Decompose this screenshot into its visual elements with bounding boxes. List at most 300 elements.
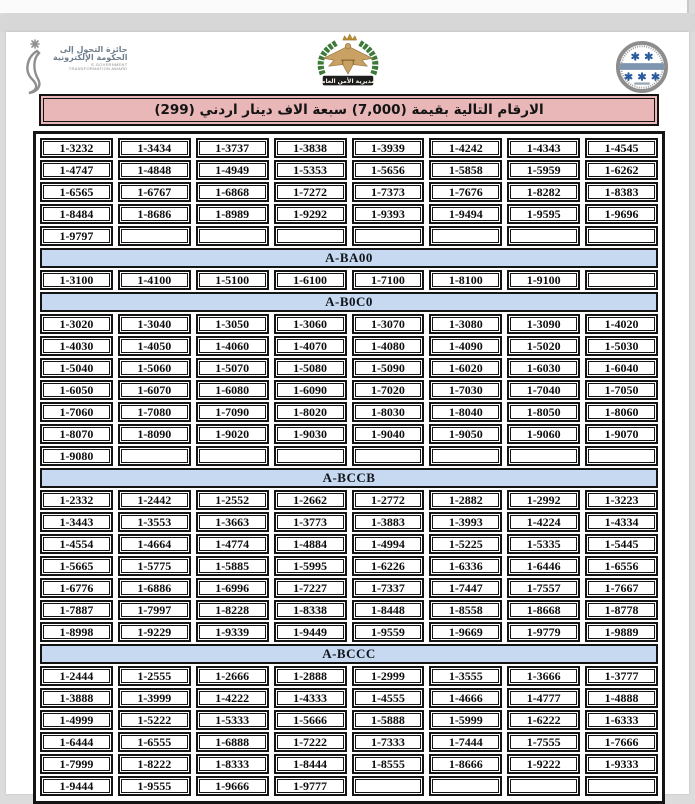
serial-cell [196,314,269,334]
serial-value: 1-7040 [510,383,577,397]
section-header-a-bccc: A-BCCC [40,644,658,664]
serial-value: 1-8090 [121,427,188,441]
serial-value: 1-6565 [43,185,110,199]
serial-cell [585,512,658,532]
serial-value: 1-4050 [121,339,188,353]
serial-cell [507,138,580,158]
serial-value: 1-6336 [432,559,499,573]
serial-value: 1-6070 [121,383,188,397]
serial-cell [585,666,658,686]
table-row [40,556,658,576]
serial-value: 1-3777 [588,669,655,683]
serial-cell [274,270,347,290]
serial-value: 1-8666 [432,757,499,771]
serial-value: 1-9050 [432,427,499,441]
serial-cell [40,402,113,422]
serial-value: 1-4884 [277,537,344,551]
serial-value: 1-8070 [43,427,110,441]
serial-cell [118,622,191,642]
serial-cell [429,732,502,752]
serial-cell [507,204,580,224]
serial-cell [118,600,191,620]
serial-cell [429,358,502,378]
serial-value: 1-2662 [277,493,344,507]
serial-cell [196,688,269,708]
serial-value: 1-4090 [432,339,499,353]
serial-value: 1-4664 [121,537,188,551]
serial-cell [507,534,580,554]
serial-cell [118,556,191,576]
serial-cell-empty [274,226,347,246]
serial-value: 1-6556 [588,559,655,573]
serial-value: 1-2772 [355,493,422,507]
serial-cell [40,556,113,576]
table-row [40,358,658,378]
serial-cell [352,314,425,334]
serial-value [510,449,577,463]
table-row [40,270,658,290]
serial-value: 1-8228 [199,603,266,617]
serial-value: 1-9070 [588,427,655,441]
serial-cell [274,556,347,576]
serial-value: 1-8668 [510,603,577,617]
serial-value: 1-6555 [121,735,188,749]
serial-value: 1-5030 [588,339,655,353]
serial-cell [585,336,658,356]
serial-value: 1-6868 [199,185,266,199]
serial-cell [40,688,113,708]
serial-value: 1-4020 [588,317,655,331]
serial-cell [429,160,502,180]
serial-cell-empty [196,446,269,466]
serial-value: 1-9030 [277,427,344,441]
serial-value: 1-4333 [277,691,344,705]
serial-cell [352,424,425,444]
table-row [40,534,658,554]
serial-cell [40,182,113,202]
serial-value: 1-9040 [355,427,422,441]
serial-value: 1-3939 [355,141,422,155]
page-gap [0,13,695,32]
serial-cell [507,336,580,356]
public-security-emblem-icon [302,34,394,88]
serial-value: 1-9393 [355,207,422,221]
table-row [40,578,658,598]
serial-value: 1-4080 [355,339,422,353]
serial-value: 1-8444 [277,757,344,771]
serial-value: 1-3090 [510,317,577,331]
serial-cell [585,688,658,708]
serial-cell [40,226,113,246]
serial-value: 1-3555 [432,669,499,683]
table-row [40,622,658,642]
serial-value [588,779,655,793]
serial-value: 1-8989 [199,207,266,221]
serial-cell [274,732,347,752]
serial-value: 1-4343 [510,141,577,155]
serial-value: 1-2882 [432,493,499,507]
serial-value [355,779,422,793]
table-row [40,160,658,180]
serial-value: 1-3737 [199,141,266,155]
serial-value: 1-5959 [510,163,577,177]
serial-cell [40,380,113,400]
serial-cell [429,688,502,708]
serial-cell [118,380,191,400]
serial-cell [429,270,502,290]
serial-cell [274,710,347,730]
serial-value: 1-4030 [43,339,110,353]
serial-cell [507,578,580,598]
serial-value: 1-8338 [277,603,344,617]
serial-value: 1-5222 [121,713,188,727]
serial-value: 1-8100 [432,273,499,287]
serial-cell [585,380,658,400]
serial-cell [352,512,425,532]
serial-value [355,229,422,243]
serial-value: 1-4100 [121,273,188,287]
serial-value: 1-8333 [199,757,266,771]
serial-value: 1-8222 [121,757,188,771]
serial-cell [507,688,580,708]
serial-cell [40,732,113,752]
serial-cell [507,512,580,532]
table-row [40,600,658,620]
serial-cell [274,600,347,620]
serial-cell [429,380,502,400]
serial-cell [196,138,269,158]
serial-cell [118,160,191,180]
serial-cell [585,182,658,202]
serial-value [277,229,344,243]
serial-value: 1-8448 [355,603,422,617]
serial-value: 1-3070 [355,317,422,331]
serial-value: 1-5445 [588,537,655,551]
serial-cell [118,732,191,752]
serial-value: 1-4555 [355,691,422,705]
serial-value: 1-3443 [43,515,110,529]
serial-cell [585,710,658,730]
serial-cell [429,600,502,620]
serial-cell [352,402,425,422]
serial-cell [118,358,191,378]
serial-value: 1-8020 [277,405,344,419]
serial-cell [274,402,347,422]
serial-cell [196,380,269,400]
serial-cell [585,138,658,158]
serial-cell [274,138,347,158]
serial-value: 1-4666 [432,691,499,705]
serial-value: 1-8282 [510,185,577,199]
serial-cell [274,204,347,224]
serial-cell [274,358,347,378]
serial-value: 1-7676 [432,185,499,199]
serial-value: 1-8484 [43,207,110,221]
serial-value [432,229,499,243]
serial-cell [274,666,347,686]
serial-cell [429,666,502,686]
serial-cell-empty [118,226,191,246]
serial-cell [274,622,347,642]
serial-value [121,449,188,463]
serial-cell [352,534,425,554]
page-title: الارقام التالية بقيمة (7,000) سبعة الاف دينار اردني (299) [43,98,655,122]
serial-cell [585,556,658,576]
serial-cell [40,600,113,620]
serial-cell [274,336,347,356]
serial-cell [352,622,425,642]
serial-cell [118,336,191,356]
previous-page-edge [0,0,689,13]
egov-award-text [53,46,127,71]
serial-value: 1-4060 [199,339,266,353]
table-row [40,710,658,730]
serial-value: 1-8778 [588,603,655,617]
serial-cell-empty [352,446,425,466]
serial-value: 1-3999 [121,691,188,705]
serial-cell [196,710,269,730]
serial-value: 1-8383 [588,185,655,199]
serial-cell [507,622,580,642]
egov-award-swirl-icon [20,38,50,96]
serial-value: 1-3838 [277,141,344,155]
serial-value: 1-9669 [432,625,499,639]
serial-cell [196,556,269,576]
serial-cell [40,446,113,466]
serial-value: 1-9777 [277,779,344,793]
serial-cell [352,710,425,730]
table-row [40,666,658,686]
serial-value: 1-6080 [199,383,266,397]
serial-value: 1-8030 [355,405,422,419]
serial-cell [196,534,269,554]
table-row [40,204,658,224]
serial-value: 1-7060 [43,405,110,419]
serial-value: 1-9449 [277,625,344,639]
section-header-a-ba00: A-BA00 [40,248,658,268]
serial-value: 1-9444 [43,779,110,793]
section-header-a-bccb: A-BCCB [40,468,658,488]
serial-value: 1-2332 [43,493,110,507]
serial-cell [196,182,269,202]
serial-cell [352,138,425,158]
serial-value: 1-8060 [588,405,655,419]
serial-cell [118,424,191,444]
serial-value: 1-6776 [43,581,110,595]
serial-value: 1-8558 [432,603,499,617]
serial-cell [40,578,113,598]
serial-value: 1-6886 [121,581,188,595]
egov-award-arabic-line1: جائزة التحول إلى [59,45,128,54]
serial-value: 1-9229 [121,625,188,639]
serial-value: 1-7090 [199,405,266,419]
serial-cell [585,622,658,642]
serial-value: 1-3663 [199,515,266,529]
serial-cell [196,160,269,180]
serial-cell-empty [585,776,658,796]
circular-seal-icon [615,40,669,94]
serial-cell [507,160,580,180]
table-row [40,512,658,532]
serial-cell [40,204,113,224]
serial-cell [40,490,113,510]
serial-value: 1-4999 [43,713,110,727]
serial-value: 1-9020 [199,427,266,441]
serial-cell [274,182,347,202]
serial-cell [40,776,113,796]
serial-cell [429,754,502,774]
serial-value: 1-7222 [277,735,344,749]
serial-value: 1-6020 [432,361,499,375]
serial-value: 1-7666 [588,735,655,749]
serial-value: 1-9889 [588,625,655,639]
header-logos [6,32,689,92]
table-row [40,424,658,444]
serial-value: 1-7080 [121,405,188,419]
serial-cell [507,402,580,422]
serial-value: 1-3232 [43,141,110,155]
serial-cell [196,490,269,510]
serial-value: 1-7444 [432,735,499,749]
egov-award-latin-line2: TRANSFORMATION AWARD [68,65,128,71]
serial-value [588,449,655,463]
serial-value: 1-7020 [355,383,422,397]
serial-cell [40,160,113,180]
serial-value: 1-9779 [510,625,577,639]
egov-award-arabic-line2: الحكومة الإلكترونية [53,53,128,63]
serial-cell [352,336,425,356]
serial-value: 1-5335 [510,537,577,551]
serial-cell [352,600,425,620]
serial-cell [352,556,425,576]
serial-cell [507,600,580,620]
serial-value: 1-3553 [121,515,188,529]
serial-value: 1-7667 [588,581,655,595]
serial-cell [507,490,580,510]
serial-value [510,229,577,243]
serial-value [199,229,266,243]
serial-cell [118,314,191,334]
serial-value: 1-5666 [277,713,344,727]
serial-cell [196,512,269,532]
serial-cell [196,270,269,290]
serial-cell [429,402,502,422]
table-row [40,138,658,158]
serial-cell [507,314,580,334]
serial-cell [40,666,113,686]
serial-value: 1-2555 [121,669,188,683]
serial-value: 1-2666 [199,669,266,683]
serial-cell [507,754,580,774]
serial-cell [40,512,113,532]
serial-cell [352,204,425,224]
serial-value: 1-6444 [43,735,110,749]
serial-cell-empty [352,226,425,246]
serial-cell [352,578,425,598]
serial-value: 1-6100 [277,273,344,287]
serial-value: 1-4545 [588,141,655,155]
serial-cell [274,512,347,532]
egov-award-logo [20,38,127,96]
serial-value: 1-7557 [510,581,577,595]
serial-cell [585,402,658,422]
serial-value: 1-4774 [199,537,266,551]
serial-cell [274,314,347,334]
serial-cell [429,314,502,334]
serial-cell [585,314,658,334]
serial-cell [274,380,347,400]
serial-value [199,449,266,463]
serial-value: 1-5999 [432,713,499,727]
table-row [40,688,658,708]
serial-cell [352,754,425,774]
serial-value: 1-8555 [355,757,422,771]
serial-value: 1-5995 [277,559,344,573]
table-row [40,446,658,466]
serial-value: 1-3883 [355,515,422,529]
serial-cell [196,776,269,796]
serial-cell [352,182,425,202]
serial-cell [196,600,269,620]
serial-value: 1-5080 [277,361,344,375]
serial-cell [585,160,658,180]
serial-cell [40,424,113,444]
serial-value: 1-6767 [121,185,188,199]
serial-value [432,449,499,463]
serial-value: 1-6446 [510,559,577,573]
serial-cell-empty [585,446,658,466]
serial-value: 1-3993 [432,515,499,529]
serial-value: 1-3223 [588,493,655,507]
section-header-a-b0c0: A-B0C0 [40,292,658,312]
serial-cell [196,204,269,224]
serial-value: 1-8686 [121,207,188,221]
serial-cell [274,534,347,554]
serial-value [121,229,188,243]
serial-cell [274,490,347,510]
serial-value: 1-7997 [121,603,188,617]
serial-value: 1-7333 [355,735,422,749]
numbers-table [33,131,665,804]
serial-value: 1-5090 [355,361,422,375]
serial-value: 1-9559 [355,625,422,639]
serial-value: 1-5858 [432,163,499,177]
table-row [40,754,658,774]
serial-cell [40,358,113,378]
serial-cell [585,578,658,598]
serial-value: 1-5040 [43,361,110,375]
serial-value: 1-4554 [43,537,110,551]
serial-value: 1-9080 [43,449,110,463]
serial-value: 1-4224 [510,515,577,529]
serial-cell [507,358,580,378]
serial-cell [429,490,502,510]
serial-value: 1-7999 [43,757,110,771]
serial-cell [585,754,658,774]
serial-value: 1-9333 [588,757,655,771]
serial-cell [352,688,425,708]
serial-value: 1-7337 [355,581,422,595]
serial-value: 1-4949 [199,163,266,177]
serial-value: 1-9666 [199,779,266,793]
serial-cell [40,270,113,290]
serial-cell [118,490,191,510]
serial-value: 1-2888 [277,669,344,683]
serial-cell [196,622,269,642]
serial-cell-empty [507,446,580,466]
serial-value: 1-8050 [510,405,577,419]
document-page [6,32,689,794]
